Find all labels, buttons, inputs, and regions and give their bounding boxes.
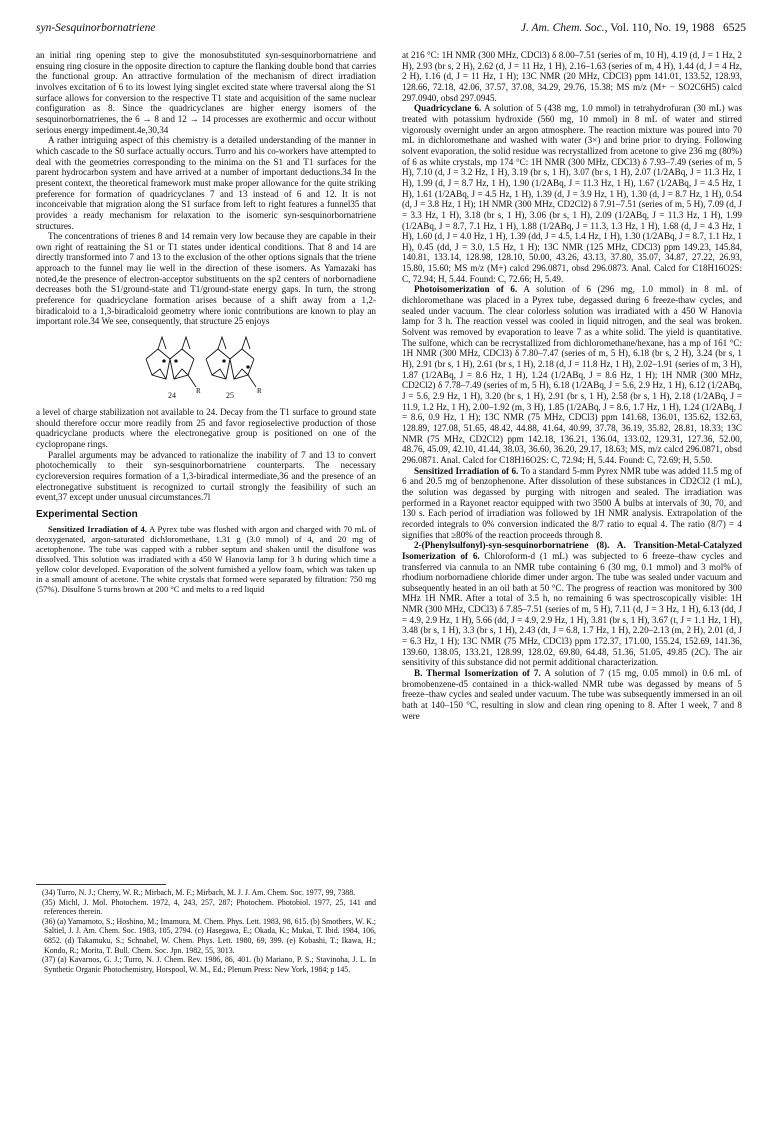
right-column <box>402 50 742 1120</box>
paragraph-label: B. Thermal Isomerization of 7. <box>414 668 541 679</box>
paragraph-body: A solution of 5 (438 mg, 1.0 mmol) in tetrahydrofuran (30 mL) was treated with potassium hydroxide (560 mg, 10 mmol) in 8 mL of water and stirred vigorously overnight under an argon atmosphere. The reaction mixture was poured into 70 mL in dichloromethane and washed with water (3×) and brine prior to drying. Following solvent evaporation, the solid residue was recrystallized from acetone to give 236 mg (80%) of 6 as white crystals, mp 174 °C: 1H NMR (300 MHz, CDCl3) δ 7.93–7.49 (series of m, 5 H), 7.10 (d, J = 3.2 Hz, 1 H), 3.19 (br s, 1 H), 3.07 (br s, 1 H), 2.07 (1/2ABq, J = 11.3 Hz, 1 H), 1.99 (d, J = 8.7 Hz, 1 H), 1.90 (1/2ABq, J = 11.3 Hz, 1 H), 1.67 (1/2ABq, J = 4.5 Hz, 1 H), 1.61 (1/2ABq, J = 4.5 Hz, 1 H), 1.39 (d, J = 3.9 Hz, 1 H), 1.30 (d, J = 8.7 Hz, 1 H), 0.54 (d, J = 3.8 Hz, 1 H); 1H NMR (300 MHz, CD2Cl2) δ 7.91–7.51 (series of m, 5 H), 7.09 (d, J = 3.3 Hz, 1 H), 3.18 (br s, 1 H), 3.06 (br s, 1 H), 2.09 (1/2ABq, J = 11.3 Hz, 1 H), 1.99 (1/2ABq, J = 8.7, 7.1 Hz, 1 H), 1.88 (1/2ABq, J = 11.3, 1.3 Hz, 1 H), 1.68 (d, J = 4.3 Hz, 1 H), 1.60 (d, J = 4.0 Hz, 1 H), 1.39 (dd, J = 4.5, 1.4 Hz, 1 H), 1.30 (1/2ABq, J = 8.7, 1.1 Hz, 1 H), 0.45 (dd, J = 3.0, 1.5 Hz, 1 H); 13C NMR (125 MHz, CDCl3) ppm 149.23, 145.84, 140.81, 133.14, 128.98, 128.10, 50.00, 43.26, 43.13, 37.80, 35.07, 34.87, 27.22, 26.93, 15.80, 15.60; MS m/z (M+) calcd 296.0871, obsd 296.0873. Anal. Calcd for C18H16O2S: C, 72.94; H, 5.44. Found: C, 72.66; H, 5.49. <box>402 103 742 284</box>
paragraph: Parallel arguments may be advanced to rationalize the inability of 7 and 13 to convert photochemically to their syn-sesquinorbornatriene counterparts. The necessary cycloreversion requires formation of a 1,3-biradical intermediate,36 and the presence of an electronegative substituent is recognized to curtail strongly the feasibility of such an event,37 except under unusual circumstances.7l <box>36 449 376 503</box>
structure-25 <box>206 337 256 387</box>
journal-name: J. Am. Chem. Soc., <box>520 22 608 34</box>
paragraph-label: Sensitized Irradiation of 4. <box>48 523 147 534</box>
structure-label-25: 25 <box>226 391 234 401</box>
paragraph-body: Chloroform-d (1 mL) was subjected to 6 freeze–thaw cycles and transferred via cannula to an NMR tube containing 6 (30 mg, 0.1 mmol) and 3 mol% of rhodium norbornadiene chloride dimer under argon. The tube was sealed under vacuum and subsequently heated in an oil bath at 50 °C. The progress of reaction was monitored by 300 MHz 1H NMR. After a total of 3.5 h, no remaining 6 was spectroscopically visible: 1H NMR (300 MHz, CDCl3) δ 7.85–7.51 (series of m, 5 H), 7.11 (d, J = 3 Hz, 1 H), 6.13 (dd, J = 4.9, 2.9 Hz, 1 H), 5.66 (dd, J = 4.9, 2.9 Hz, 1 H), 3.81 (br s, 1 H), 3.67 (t, J = 1.1 Hz, 1 H), 3.48 (br s, 1 H), 3.3 (br s, 1 H), 2.43 (dt, J = 6.8, 1.7 Hz, 1 H), 2.20–2.13 (m, 2 H), 2.01 (d, J = 6.3 Hz, 1 H); 13C NMR (75 MHz, CDCl3) ppm 172.37, 171.00, 155.24, 152.69, 141.36, 139.60, 138.05, 133.21, 128.99, 128.02, 69.80, 64.48, 51.36, 51.05, 49.85 (2C). The air sensitivity of this substance did not permit additional characterization. <box>402 550 742 668</box>
paragraph: an initial ring opening step to give the monosubstituted syn-sesquinorbornatriene and ensuing ring closure in the opposite direction to capture the flanking double bond that carries the functional group. An attractive formulation of the mechanism of direct irradiation involves excitation of 6 to its lowest lying singlet excited state where traversal along the S1 surface allows for conversion to the respective T1 state and acquisition of the same nuclear configuration as 8. Since the quadricyclanes are higher energy isomers of the sesquinorbornatrienes, the 6 → 8 and 12 → 14 processes are exothermic and occur without serious energy impediment.4e,30,34 <box>36 50 376 135</box>
running-header <box>36 22 746 38</box>
paragraph <box>402 466 742 541</box>
paragraph <box>402 540 742 668</box>
paragraph-label: Quadricyclane 6. <box>414 103 482 114</box>
paragraph-label: 2-(Phenylsulfonyl)-syn-sesquinorbornatriene (8). A. Transition-Metal-Catalyzed Isomerization of 6. <box>402 540 742 561</box>
paragraph: A rather intriguing aspect of this chemistry is a detailed understanding of the manner in which cascade to the S0 surface actually occurs. Turro and his co-workers have attempted to deal with the geometries corresponding to the minima on the S1 and T1 surfaces for the parent hydrocarbon system and have arrived at a number of important deductions.34 In the present context, the theoretical framework must make proper allowance for the quite striking preference for formation of quadricyclanes 7 and 13 instead of 6 and 12. It is not inconceivable that migration along the S1 surface from left to right features a funnel35 that provides a ready mechanism for relaxation to the isomeric syn-sesquinorbornatriene structures. <box>36 135 376 231</box>
footnote-35: (35) Michl, J. Mol. Photochem. 1972, 4, 243, 257, 287; Photochem. Photobiol. 1977, 25, 141 and references therein. <box>42 897 376 917</box>
structure-24 <box>146 337 196 387</box>
chemical-structures-drawing <box>36 329 376 403</box>
substituent-label-25: R <box>257 387 262 396</box>
paragraph-body: A solution of 6 (296 mg, 1.0 mmol) in 8 mL of dichloromethane was placed in a Pyrex tube, degassed during 6 freeze-thaw cycles, and sealed under vacuum. The clear colorless solution was irradiated with a 450 W Hanovia lamp for 3 h. The reaction vessel was cooled in liquid nitrogen, and the seal was broken. Solvent was removed by evaporation to leave 7 as a white solid. The yield is quantitative. The sulfone, which can be recrystallized from dichloromethane/hexane, has a mp of 161 °C: 1H NMR (300 MHz, CDCl3) δ 7.80–7.47 (series of m, 5 H), 6.18 (br s, 2 H), 3.24 (br s, 1 H), 2.91 (br s, 1 H), 2.61 (br s, 1 H), 2.18 (d, J = 11.8 Hz, 1 H), 2.02–1.91 (series of m, 3 H), 1.87 (1/2ABq, J = 8.6 Hz, 1 H), 1.24 (1/2ABq, J = 8.6 Hz, 1 H); 1H NMR (300 MHz, CD2Cl2) δ 7.78–7.49 (series of m, 5 H), 6.18 (1/2ABq, J = 5.6, 2.9 Hz, 1 H), 6.12 (1/2ABq, J = 5.6, 2.9 Hz, 1 H), 3.20 (br s, 1 H), 2.91 (br s, 1 H), 2.58 (br s, 1 H), 2.18 (1/2ABq, J = 11.9, 1.2 Hz, 1 H), 2.00–1.92 (m, 3 H), 1.85 (1/2ABq, J = 8.6, 1.7 Hz, 1 H), 1.24 (1/2ABq, J = 8.6, 0.9 Hz, 1 H); 13C NMR (75 MHz, CDCl3) ppm 141.68, 136.01, 135.62, 132.63, 128.89, 127.08, 51.65, 48.42, 44.88, 41.64, 40.99, 37.78, 36.19, 35.82, 28.81, 18.33; 13C NMR (75 MHz, CD2Cl2) ppm 142.18, 136.21, 136.04, 133.02, 129.31, 127.36, 52.00, 48.76, 45.09, 42.10, 41.44, 38.03, 36.60, 36.20, 29.17, 18.63; MS, m/z calcd 296.0871, obsd 296.0871. Anal. Calcd for C18H16O2S: C, 72.94; H, 5.44. Found: C, 72.69; H, 5.50. <box>402 284 743 465</box>
paragraph-body: A Pyrex tube was flushed with argon and charged with 70 mL of deoxygenated, argon-saturated dichloromethane, 1.31 g (3.0 mmol) of 4, and 20 mg of acetophenone. The tube was capped with a rubber septum and shaken until the disulfone was dissolved. This solution was irradiated with a 450 W Hanovia lamp for 3 h during which time a yellow color developed. Evaporation of the solvent furnished a yellow foam, which was taken up in a small amount of acetone. The white crystals that formed were separated by filtration: 750 mg (57%). Disulfone 5 turns brown at 200 °C and melts to a red liquid <box>36 523 377 595</box>
substituent-label-24: R <box>196 387 201 396</box>
paragraph: at 216 °C: 1H NMR (300 MHz, CDCl3) δ 8.00–7.51 (series of m, 10 H), 4.19 (d, J = 1 Hz, 2 H), 2.93 (br s, 2 H), 2.62 (d, J = 11 Hz, 1 H), 2.16–1.63 (series of m, 4 H), 1.44 (d, J = 4 Hz, 2 H), 1.16 (d, J = 11 Hz, 1 H); 13C NMR (20 MHz, CDCl3) ppm 141.01, 133.52, 128.93, 128.66, 72.18, 42.06, 37.57, 37.08, 34.29, 29.76, 15.38; MS m/z (M+ − SO2C6H5) calcd 297.0940, obsd 297.0945. <box>402 50 742 103</box>
section-heading: Experimental Section <box>36 508 138 520</box>
footnote-rule <box>36 884 166 885</box>
paragraph: The concentrations of trienes 8 and 14 remain very low because they are capable in their own right of reattaining the S1 or T1 states under identical conditions. That 8 and 14 are directly transformed into 7 and 13 to the exclusion of the other options signals that the triene approach to the funnel may lie well in the direction of these isomers. As Yamazaki has noted,4e the presence of electron-acceptor substituents on the sp2 centers of norbornadiene decreases both the S1/ground-state and T1/ground-state energy gaps. In turn, the strong preference for quadricyclane formation arises because of a shift away from a 1,2-biradicaloid to a 1,3-biradicaloid geometry where ionic contributions are known to play an important role.34 We see, consequently, that structure 25 enjoys <box>36 231 376 327</box>
paragraph: a level of charge stabilization not available to 24. Decay from the T1 surface to ground state should therefore occur more readily from 25 and favor regioselective production of those quadricyclane products where the electronegative group is positioned on one of the cyclopropane rings. <box>36 407 376 450</box>
paragraph <box>402 103 742 284</box>
experimental-text <box>36 524 376 595</box>
paragraph <box>402 668 742 721</box>
running-title: syn-Sesquinorbornatriene <box>36 22 156 34</box>
paragraph-body: To a standard 5-mm Pyrex NMR tube was added 11.5 mg of 6 and 20.5 mg of benzophenone. After dissolution of these substances in CD2Cl2 (1 mL), the solution was degassed by purging with nitrogen and sealed. The irradiation was performed in a Rayonet reactor equipped with two 3500 Å bulbs at intervals of 30, 70, and 130 s. Each period of irradiation was followed by 1H NMR analysis. Extrapolation of the recorded integrals to 0% conversion indicated the 8/7 ratio to equal 4. The ratio (8/7) = 4 signifies that ≥80% of the reaction proceeds through 8. <box>402 465 742 540</box>
footnote-36: (36) (a) Yamamoto, S.; Hoshino, M.; Imamura, M. Chem. Phys. Lett. 1983, 98, 615. (b) Smothers, W. K.; Saltiel, J. J. Am. Chem. Soc. 1983, 105, 2794. (c) Hasegawa, E.; Okada, K.; Mukai, T. Ibid. 1984, 106, 6852. (d) Takamuku, S.; Schnabel, W. Chem. Phys. Lett. 1980, 69, 399. (e) Kobashi, T.; Ikawa, H.; Kondo, R.; Morita, T. Bull. Chem. Soc. Jpn. 1982, 55, 3013. <box>42 916 376 955</box>
paragraph-body: A solution of 7 (15 mg, 0.05 mmol) in 0.6 mL of bromobenzene-d5 contained in a thick-walled NMR tube was degassed by means of 5 freeze–thaw cycles and sealed under vacuum. The tube was subsequently immersed in an oil bath at 140–150 °C, resulting in slow and clean ring opening to 8. After 1 week, 7 and 8 were <box>402 668 742 721</box>
structure-figure <box>36 329 376 403</box>
paragraph-label: Sensitized Irradiation of 6. <box>414 465 519 476</box>
footnote-34: (34) Turro, N. J.; Cherry, W. R.; Mirbach, M. F.; Mirbach, M. J. J. Am. Chem. Soc. 1977, 99, 7388. <box>42 888 356 897</box>
page-number: 6525 <box>723 22 746 34</box>
structure-label-24: 24 <box>168 391 176 401</box>
footnote-37: (37) (a) Kavarnos, G. J.; Turro, N. J. Chem. Rev. 1986, 86, 401. (b) Mariano, P. S.; Stavinoha, J. L. In Synthetic Organic Photochemistry, Horspool, W. M., Ed.; Plenum Press: New York, 1984; p 145. <box>42 955 376 974</box>
journal-volume: Vol. 110, No. 19, 1988 <box>610 22 715 34</box>
paragraph <box>402 284 742 465</box>
journal-citation <box>521 22 746 34</box>
footnotes <box>36 884 376 974</box>
paragraph <box>36 524 376 595</box>
paragraph-label: Photoisomerization of 6. <box>414 284 518 295</box>
